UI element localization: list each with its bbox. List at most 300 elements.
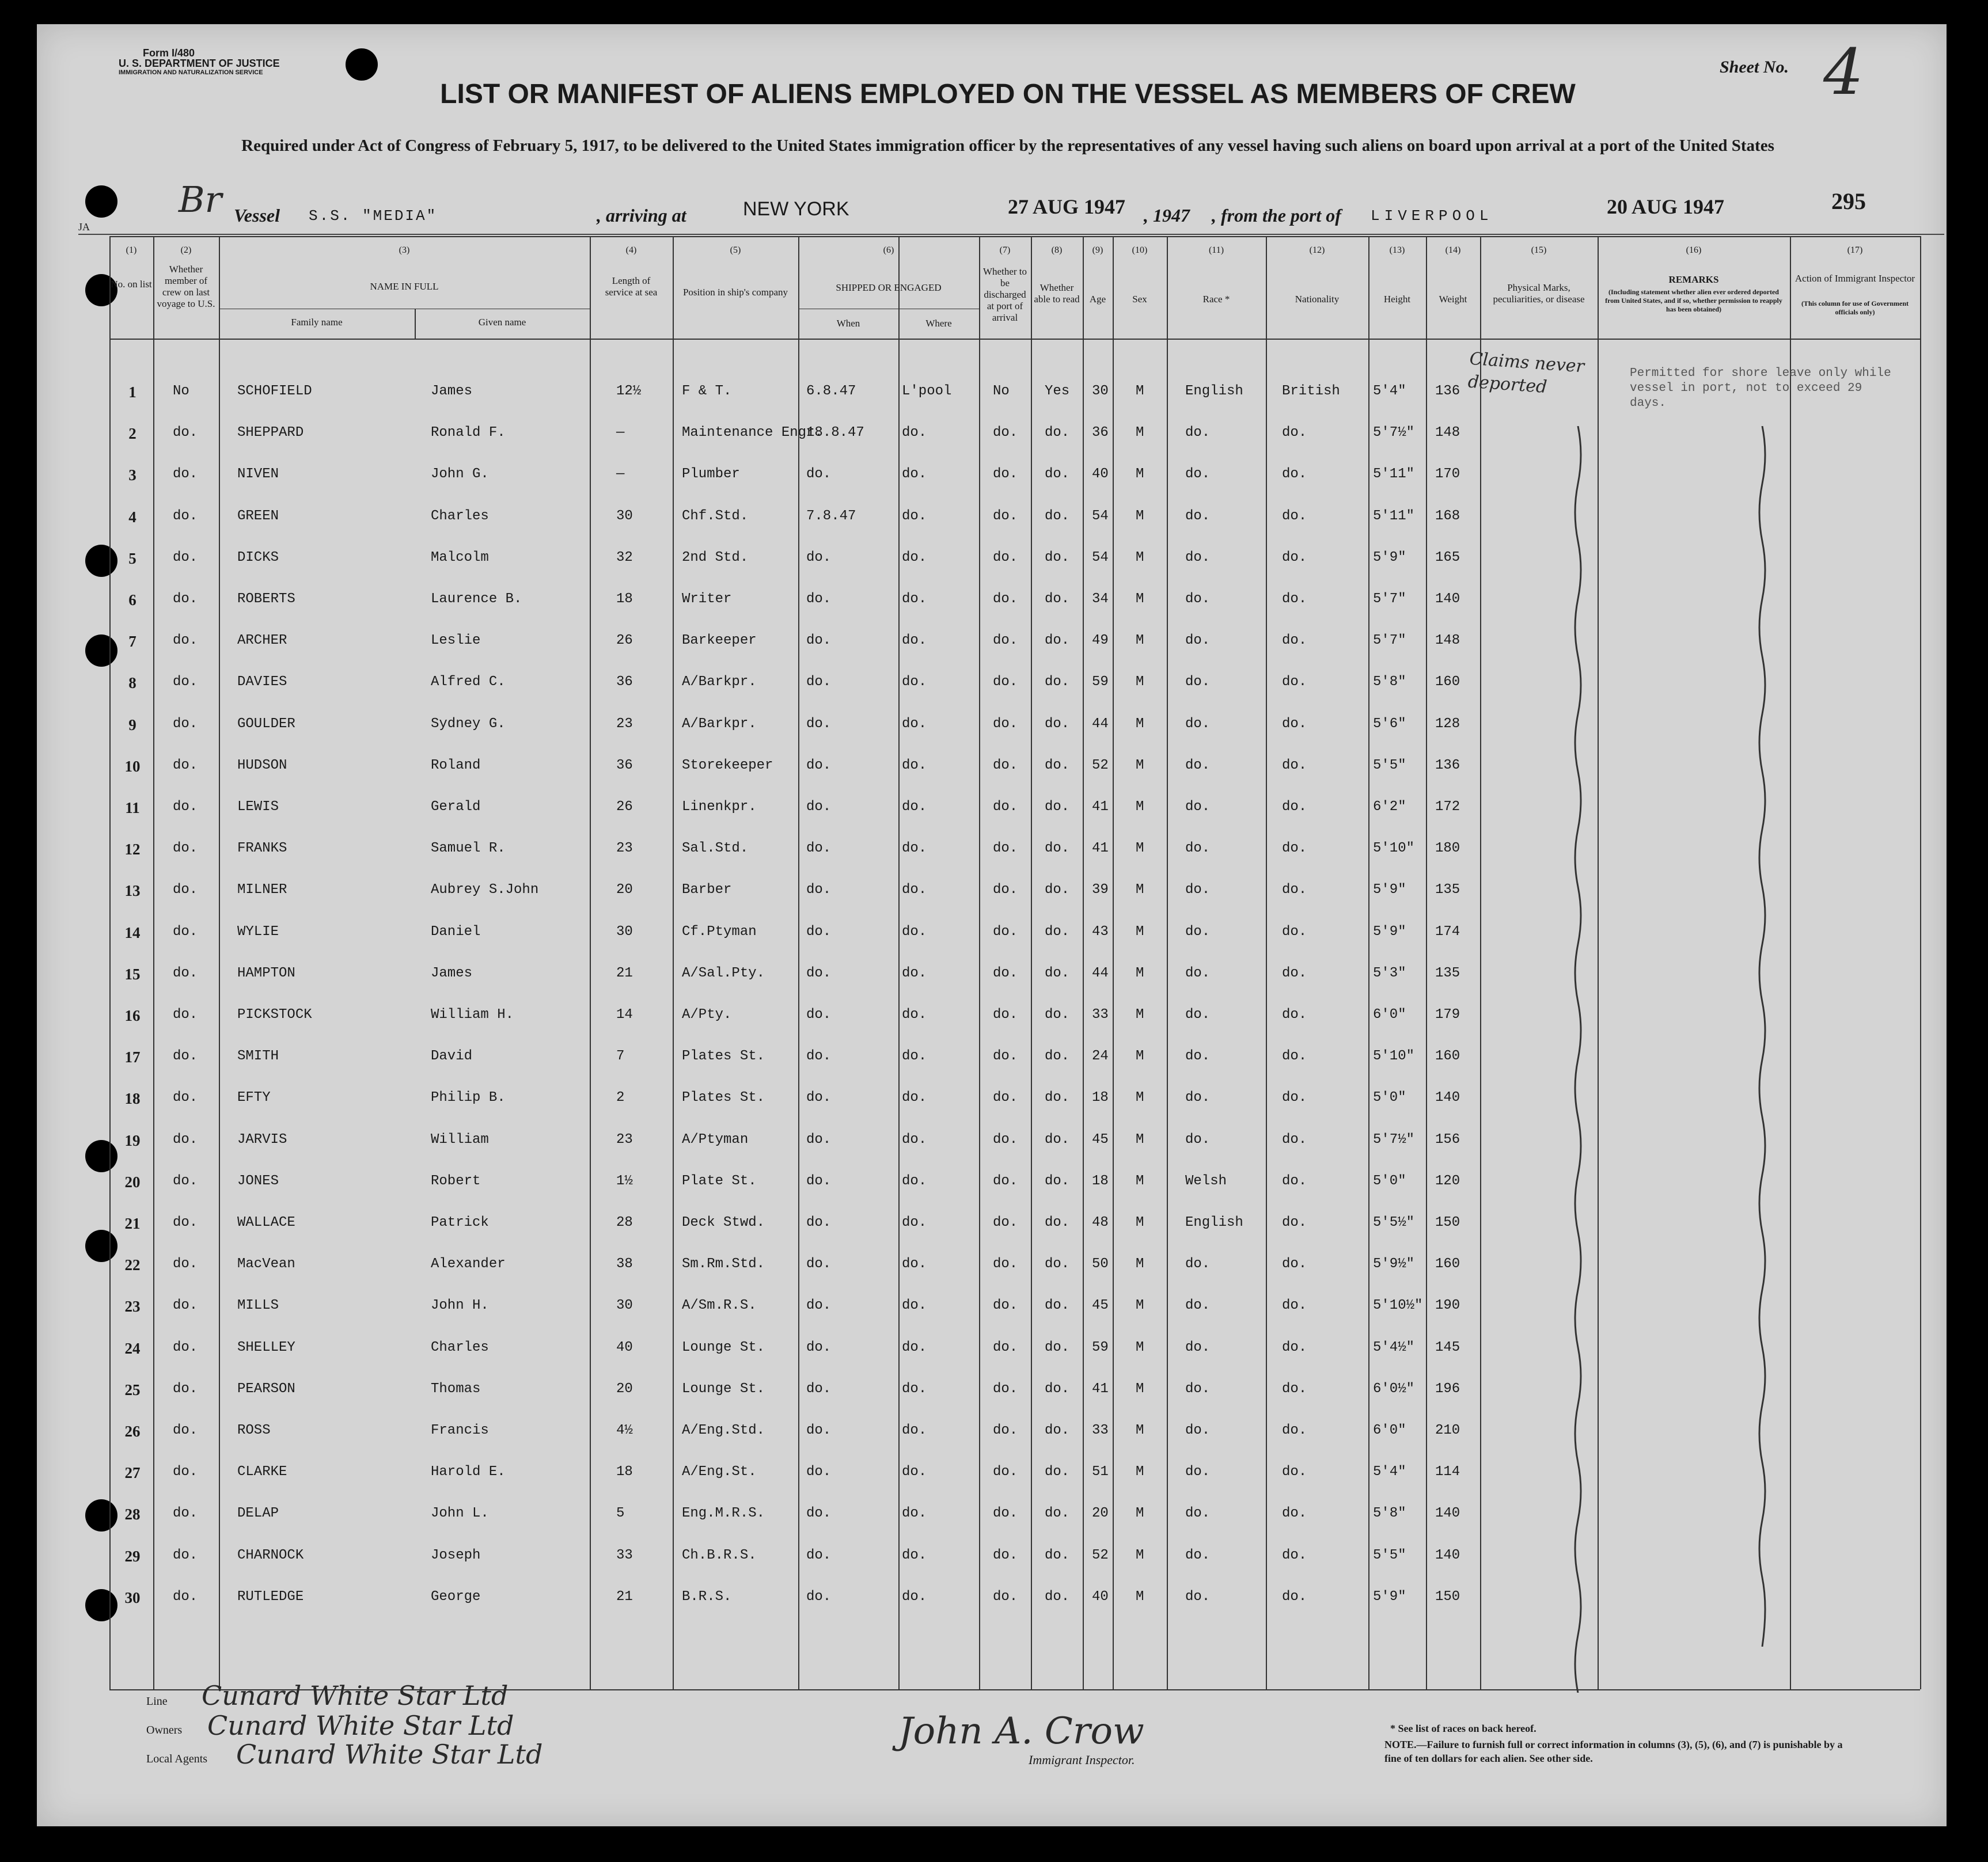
weight-cell: 179 — [1435, 1007, 1460, 1023]
shipped-where-cell: do. — [902, 549, 927, 565]
nationality-cell: do. — [1282, 1423, 1307, 1438]
race-cell: do. — [1185, 1007, 1211, 1023]
height-cell: 5'4" — [1373, 383, 1406, 399]
height-cell: 5'6" — [1373, 716, 1406, 732]
given-name-cell: Joseph — [431, 1547, 481, 1563]
family-name-cell: SMITH — [237, 1048, 279, 1065]
service-length-cell: 20 — [616, 882, 633, 898]
last-voyage-cell: do. — [173, 1131, 198, 1147]
last-voyage-cell: do. — [173, 1381, 198, 1397]
family-name-cell: WYLIE — [237, 924, 279, 940]
row-number-cell: 23 — [124, 1298, 141, 1316]
row-number-cell: 2 — [128, 425, 136, 443]
discharged-cell: do. — [993, 1256, 1018, 1272]
sex-cell: M — [1136, 1048, 1144, 1065]
col-10-header: Sex — [1132, 294, 1147, 305]
last-voyage-cell: do. — [173, 508, 198, 524]
arriving-label: , arriving at — [597, 205, 686, 226]
sex-cell: M — [1136, 425, 1144, 441]
shipped-when-cell: do. — [806, 466, 832, 482]
shipped-where-cell: do. — [902, 965, 927, 981]
able-to-read-cell: do. — [1045, 1007, 1070, 1023]
able-to-read-cell: do. — [1045, 1048, 1070, 1065]
row-number-cell: 30 — [124, 1589, 141, 1606]
row-number-cell: 17 — [124, 1048, 141, 1066]
last-voyage-cell: do. — [173, 841, 198, 857]
race-cell: do. — [1185, 1131, 1211, 1147]
col-13-header: Height — [1383, 294, 1411, 305]
weight-cell: 140 — [1435, 1506, 1460, 1522]
col-16-header: REMARKS — [1668, 274, 1719, 285]
nationality-cell: do. — [1282, 1506, 1307, 1522]
last-voyage-cell: do. — [173, 799, 198, 815]
last-voyage-cell: do. — [173, 425, 198, 441]
race-cell: Welsh — [1185, 1173, 1227, 1189]
nationality-cell: do. — [1282, 549, 1307, 565]
shipped-when-cell: do. — [806, 1464, 832, 1480]
service-length-cell: 23 — [616, 1131, 633, 1147]
nationality-cell: do. — [1282, 757, 1307, 773]
height-cell: 5'0" — [1373, 1173, 1406, 1189]
height-cell: 5'7½" — [1373, 425, 1415, 441]
family-name-cell: PEARSON — [237, 1381, 295, 1397]
shipped-when-cell: do. — [806, 1215, 832, 1230]
weight-cell: 174 — [1435, 924, 1460, 940]
discharged-cell: do. — [993, 1090, 1018, 1106]
last-voyage-cell: do. — [173, 757, 198, 773]
given-name-cell: Alexander — [431, 1256, 506, 1272]
position-cell: A/Eng.Std. — [682, 1423, 765, 1438]
race-cell: do. — [1185, 882, 1211, 898]
shipped-where-cell: do. — [902, 1173, 927, 1189]
weight-cell: 120 — [1435, 1173, 1460, 1189]
discharged-cell: do. — [993, 425, 1018, 441]
family-name-cell: DELAP — [237, 1506, 279, 1522]
discharged-cell: do. — [993, 1547, 1018, 1563]
punch-hole — [85, 1589, 117, 1621]
able-to-read-cell: do. — [1045, 1090, 1070, 1106]
col-3b-header: Given name — [478, 317, 526, 328]
height-cell: 6'0" — [1373, 1007, 1406, 1023]
age-cell: 54 — [1092, 508, 1109, 524]
given-name-cell: Patrick — [431, 1215, 489, 1230]
weight-cell: 210 — [1435, 1423, 1460, 1438]
shipped-where-cell: do. — [902, 466, 927, 482]
col-4-number: (4) — [625, 245, 637, 255]
age-cell: 49 — [1092, 633, 1109, 649]
shipped-where-cell: do. — [902, 799, 927, 815]
sex-cell: M — [1136, 1423, 1144, 1438]
service-length-cell: 14 — [616, 1007, 633, 1023]
page-number: 295 — [1831, 188, 1866, 214]
col-5-header: Position in ship's company — [682, 287, 788, 298]
position-cell: Barber — [682, 882, 732, 898]
sex-cell: M — [1136, 591, 1144, 607]
shipped-when-cell: do. — [806, 1007, 832, 1023]
form-number: Form I/480 — [143, 47, 195, 59]
col-1-number: (1) — [126, 245, 137, 255]
weight-cell: 135 — [1435, 882, 1460, 898]
shipped-when-cell: do. — [806, 1381, 832, 1397]
last-voyage-cell: No — [173, 383, 189, 399]
punch-hole — [85, 1230, 117, 1262]
col-4-header: Length of service at sea — [605, 275, 658, 298]
weight-cell: 165 — [1435, 549, 1460, 565]
shipped-when-cell: 18.8.47 — [806, 425, 864, 441]
discharged-cell: do. — [993, 1589, 1018, 1605]
shipped-where-cell: do. — [902, 1547, 927, 1563]
last-voyage-cell: do. — [173, 965, 198, 981]
weight-cell: 160 — [1435, 674, 1460, 690]
last-voyage-cell: do. — [173, 1339, 198, 1355]
discharged-cell: do. — [993, 841, 1018, 857]
weight-cell: 172 — [1435, 799, 1460, 815]
nationality-cell: do. — [1282, 1256, 1307, 1272]
sex-cell: M — [1136, 633, 1144, 649]
col-6-number: (6) — [883, 245, 894, 255]
discharged-cell: do. — [993, 1173, 1018, 1189]
shipped-where-cell: do. — [902, 633, 927, 649]
position-cell: F & T. — [682, 383, 732, 399]
race-cell: do. — [1185, 1090, 1211, 1106]
race-cell: do. — [1185, 1339, 1211, 1355]
able-to-read-cell: do. — [1045, 1215, 1070, 1230]
sex-cell: M — [1136, 1007, 1144, 1023]
col-3-header: NAME IN FULL — [370, 281, 439, 292]
col-15-header: Physical Marks, peculiarities, or disease — [1493, 282, 1585, 305]
family-name-cell: SCHOFIELD — [237, 383, 312, 399]
position-cell: Eng.M.R.S. — [682, 1506, 765, 1522]
able-to-read-cell: do. — [1045, 1589, 1070, 1605]
nationality-cell: do. — [1282, 1215, 1307, 1230]
nationality-cell: do. — [1282, 841, 1307, 857]
col-17-note: (This column for use of Government officials only) — [1801, 299, 1909, 316]
nationality-cell: do. — [1282, 716, 1307, 732]
row-number-cell: 10 — [124, 757, 141, 775]
weight-cell: 140 — [1435, 591, 1460, 607]
service-length-cell: 36 — [616, 674, 633, 690]
col-14-number: (14) — [1445, 245, 1461, 255]
shipped-when-cell: 7.8.47 — [806, 508, 856, 524]
race-cell: do. — [1185, 1298, 1211, 1314]
shipped-where-cell: do. — [902, 1589, 927, 1605]
height-cell: 5'9" — [1373, 882, 1406, 898]
shipped-where-cell: do. — [902, 841, 927, 857]
shipped-where-cell: do. — [902, 1381, 927, 1397]
discharged-cell: do. — [993, 1131, 1018, 1147]
position-cell: A/Pty. — [682, 1007, 732, 1023]
position-cell: A/Barkpr. — [682, 716, 757, 732]
position-cell: Linenkpr. — [682, 799, 757, 815]
race-cell: do. — [1185, 549, 1211, 565]
able-to-read-cell: do. — [1045, 1547, 1070, 1563]
last-voyage-cell: do. — [173, 1589, 198, 1605]
able-to-read-cell: do. — [1045, 466, 1070, 482]
weight-cell: 148 — [1435, 425, 1460, 441]
weight-cell: 156 — [1435, 1131, 1460, 1147]
age-cell: 44 — [1092, 716, 1109, 732]
row-number-cell: 13 — [124, 882, 141, 900]
col-17-header: Action of Immigrant Inspector — [1794, 273, 1915, 284]
service-length-cell: 1½ — [616, 1173, 633, 1189]
shipped-when-cell: do. — [806, 633, 832, 649]
col-9-number: (9) — [1092, 245, 1103, 255]
weight-cell: 136 — [1435, 757, 1460, 773]
nationality-cell: do. — [1282, 1007, 1307, 1023]
shipped-where-cell: do. — [902, 508, 927, 524]
height-cell: 5'8" — [1373, 674, 1406, 690]
race-cell: do. — [1185, 1423, 1211, 1438]
discharged-cell: do. — [993, 1215, 1018, 1230]
discharged-cell: do. — [993, 1048, 1018, 1065]
position-cell: Sal.Std. — [682, 841, 749, 857]
able-to-read-cell: do. — [1045, 882, 1070, 898]
family-name-cell: SHELLEY — [237, 1339, 295, 1355]
shipped-when-cell: do. — [806, 591, 832, 607]
vessel-name: S.S. "MEDIA" — [309, 207, 438, 225]
departure-port: LIVERPOOL — [1371, 207, 1493, 225]
position-cell: A/Eng.St. — [682, 1464, 757, 1480]
sex-cell: M — [1136, 1173, 1144, 1189]
family-name-cell: DICKS — [237, 549, 279, 565]
discharged-cell: do. — [993, 757, 1018, 773]
row-number-cell: 12 — [124, 841, 141, 858]
shipped-where-cell: do. — [902, 1464, 927, 1480]
family-name-cell: GOULDER — [237, 716, 295, 732]
weight-cell: 145 — [1435, 1339, 1460, 1355]
weight-cell: 135 — [1435, 965, 1460, 981]
nationality-cell: do. — [1282, 924, 1307, 940]
year-label: , 1947 — [1144, 205, 1190, 226]
given-name-cell: Roland — [431, 757, 481, 773]
age-cell: 30 — [1092, 383, 1109, 399]
sex-cell: M — [1136, 508, 1144, 524]
service-length-cell: 33 — [616, 1547, 633, 1563]
given-name-cell: Harold E. — [431, 1464, 506, 1480]
discharged-cell: do. — [993, 1423, 1018, 1438]
given-name-cell: Laurence B. — [431, 591, 522, 607]
agents-value: Cunard White Star Ltd — [236, 1739, 543, 1770]
service-length-cell: 4½ — [616, 1423, 633, 1438]
age-cell: 39 — [1092, 882, 1109, 898]
col-8-header: Whether able to read — [1034, 282, 1080, 305]
service-length-cell: — — [616, 466, 625, 482]
shipped-when-cell: do. — [806, 965, 832, 981]
family-name-cell: NIVEN — [237, 466, 279, 482]
sex-cell: M — [1136, 674, 1144, 690]
race-cell: do. — [1185, 1506, 1211, 1522]
col-1-header: No. on list — [111, 279, 152, 290]
col-5-number: (5) — [730, 245, 741, 255]
col-6-header: SHIPPED OR ENGAGED — [836, 282, 942, 293]
fine-note: NOTE.—Failure to furnish full or correct information in columns (3), (5), (6), and (7) is punishable by a fine of ten dollars for each alien. See other side. — [1384, 1739, 1843, 1764]
row-number-cell: 5 — [128, 549, 136, 567]
sex-cell: M — [1136, 799, 1144, 815]
age-cell: 45 — [1092, 1131, 1109, 1147]
discharged-cell: do. — [993, 882, 1018, 898]
given-name-cell: David — [431, 1048, 473, 1065]
nationality-cell: do. — [1282, 1131, 1307, 1147]
race-cell: do. — [1185, 716, 1211, 732]
col-9-header: Age — [1089, 294, 1106, 305]
given-name-cell: Francis — [431, 1423, 489, 1438]
position-cell: A/Sm.R.S. — [682, 1298, 757, 1314]
department-name: U. S. DEPARTMENT OF JUSTICE — [119, 58, 280, 69]
family-name-cell: FRANKS — [237, 841, 287, 857]
given-name-cell: Alfred C. — [431, 674, 506, 690]
nationality-cell: do. — [1282, 425, 1307, 441]
given-name-cell: Ronald F. — [431, 425, 506, 441]
shipped-when-cell: do. — [806, 1256, 832, 1272]
remarks-ditto-line — [1566, 426, 1613, 1693]
shipped-when-cell: do. — [806, 841, 832, 857]
punch-hole — [85, 545, 117, 577]
sex-cell: M — [1136, 1215, 1144, 1230]
col-12-header: Nationality — [1295, 294, 1340, 305]
family-name-cell: RUTLEDGE — [237, 1589, 304, 1605]
discharged-cell: do. — [993, 799, 1018, 815]
service-length-cell: 20 — [616, 1381, 633, 1397]
service-length-cell: 7 — [616, 1048, 625, 1065]
sex-cell: M — [1136, 1589, 1144, 1605]
height-cell: 5'7½" — [1373, 1131, 1415, 1147]
last-voyage-cell: do. — [173, 1506, 198, 1522]
last-voyage-cell: do. — [173, 716, 198, 732]
given-name-cell: Malcolm — [431, 549, 489, 565]
service-length-cell: 5 — [616, 1506, 625, 1522]
position-cell: Plates St. — [682, 1048, 765, 1065]
given-name-cell: James — [431, 383, 473, 399]
service-length-cell: 12½ — [616, 383, 642, 399]
row-number-cell: 24 — [124, 1339, 141, 1357]
weight-cell: 196 — [1435, 1381, 1460, 1397]
shipped-when-cell: do. — [806, 674, 832, 690]
shipped-when-cell: do. — [806, 549, 832, 565]
weight-cell: 160 — [1435, 1048, 1460, 1065]
position-cell: A/Ptyman — [682, 1131, 749, 1147]
col-15-number: (15) — [1531, 245, 1547, 255]
able-to-read-cell: do. — [1045, 1173, 1070, 1189]
age-cell: 59 — [1092, 1339, 1109, 1355]
service-length-cell: 30 — [616, 508, 633, 524]
shipped-where-cell: do. — [902, 882, 927, 898]
family-name-cell: DAVIES — [237, 674, 287, 690]
last-voyage-cell: do. — [173, 1090, 198, 1106]
age-cell: 20 — [1092, 1506, 1109, 1522]
height-cell: 5'9" — [1373, 924, 1406, 940]
position-cell: Chf.Std. — [682, 508, 749, 524]
height-cell: 5'5" — [1373, 757, 1406, 773]
row-number-cell: 6 — [128, 591, 136, 609]
service-length-cell: 26 — [616, 799, 633, 815]
position-cell: 2nd Std. — [682, 549, 749, 565]
age-cell: 18 — [1092, 1090, 1109, 1106]
sex-cell: M — [1136, 882, 1144, 898]
height-cell: 5'0" — [1373, 1090, 1406, 1106]
col-3-number: (3) — [399, 245, 410, 255]
row-number-cell: 21 — [124, 1215, 141, 1232]
given-name-cell: Aubrey S.John — [431, 882, 539, 898]
shipped-when-cell: do. — [806, 1048, 832, 1065]
col-7-number: (7) — [999, 245, 1011, 255]
page-subtitle: Required under Act of Congress of February 5, 1917, to be delivered to the United States immigration officer by the representatives of any vessel having such aliens on board upon arrival at a port of the United States — [241, 136, 1774, 155]
race-cell: do. — [1185, 633, 1211, 649]
given-name-cell: Charles — [431, 1339, 489, 1355]
age-cell: 44 — [1092, 965, 1109, 981]
col-7-header: Whether to be discharged at port of arrival — [983, 266, 1027, 323]
shipped-when-cell: do. — [806, 799, 832, 815]
col-2-number: (2) — [180, 245, 192, 255]
able-to-read-cell: do. — [1045, 549, 1070, 565]
last-voyage-cell: do. — [173, 1298, 198, 1314]
family-name-cell: JONES — [237, 1173, 279, 1189]
nationality-cell: do. — [1282, 1298, 1307, 1314]
sex-cell: M — [1136, 1381, 1144, 1397]
sex-cell: M — [1136, 965, 1144, 981]
row-number-cell: 19 — [124, 1131, 141, 1149]
race-cell: do. — [1185, 1547, 1211, 1563]
shipped-where-cell: L'pool — [902, 383, 952, 399]
discharged-cell: do. — [993, 549, 1018, 565]
sex-cell: M — [1136, 757, 1144, 773]
race-cell: do. — [1185, 1464, 1211, 1480]
age-cell: 59 — [1092, 674, 1109, 690]
sex-cell: M — [1136, 924, 1144, 940]
age-cell: 40 — [1092, 466, 1109, 482]
last-voyage-cell: do. — [173, 1547, 198, 1563]
weight-cell: 148 — [1435, 633, 1460, 649]
service-length-cell: 38 — [616, 1256, 633, 1272]
age-cell: 52 — [1092, 1547, 1109, 1563]
shipped-where-cell: do. — [902, 716, 927, 732]
position-cell: A/Barkpr. — [682, 674, 757, 690]
nationality-cell: do. — [1282, 882, 1307, 898]
sex-cell: M — [1136, 1464, 1144, 1480]
position-cell: Writer — [682, 591, 732, 607]
col-12-number: (12) — [1309, 245, 1325, 255]
service-length-cell: 40 — [616, 1339, 633, 1355]
discharged-cell: do. — [993, 924, 1018, 940]
family-name-cell: HUDSON — [237, 757, 287, 773]
able-to-read-cell: do. — [1045, 1256, 1070, 1272]
sex-cell: M — [1136, 1339, 1144, 1355]
discharged-cell: do. — [993, 1298, 1018, 1314]
col-10-number: (10) — [1132, 245, 1148, 255]
family-name-cell: HAMPTON — [237, 965, 295, 981]
shipped-where-cell: do. — [902, 1007, 927, 1023]
family-name-cell: ARCHER — [237, 633, 287, 649]
family-name-cell: MILNER — [237, 882, 287, 898]
row-number-cell: 11 — [125, 799, 140, 816]
row-number-cell: 29 — [124, 1547, 141, 1565]
service-length-cell: 32 — [616, 549, 633, 565]
col-14-header: Weight — [1439, 294, 1467, 305]
discharged-cell: do. — [993, 1464, 1018, 1480]
weight-cell: 180 — [1435, 841, 1460, 857]
position-cell: Maintenance Engr. — [682, 425, 823, 441]
family-name-cell: WALLACE — [237, 1215, 295, 1230]
able-to-read-cell: do. — [1045, 757, 1070, 773]
able-to-read-cell: do. — [1045, 508, 1070, 524]
able-to-read-cell: do. — [1045, 591, 1070, 607]
nationality-cell: do. — [1282, 674, 1307, 690]
discharged-cell: do. — [993, 633, 1018, 649]
line-label: Line — [146, 1695, 168, 1708]
given-name-cell: Daniel — [431, 924, 481, 940]
family-name-cell: EFTY — [237, 1090, 271, 1106]
able-to-read-cell: do. — [1045, 716, 1070, 732]
service-length-cell: 30 — [616, 924, 633, 940]
